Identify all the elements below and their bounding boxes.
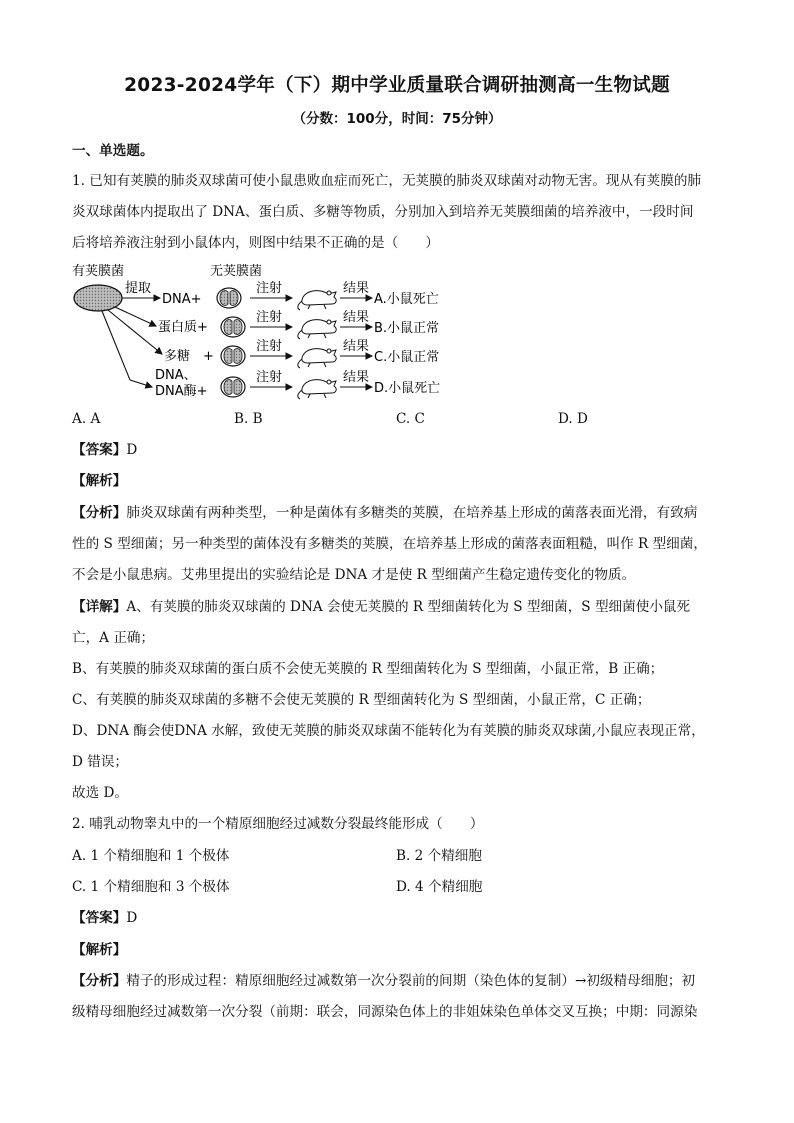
answer-value: D [126,910,138,926]
fenxi-label: 【分析】 [72,505,127,521]
q1-xiangjie-line2: 亡，A 正确； [72,630,155,646]
extract-label: 提取 [125,281,152,296]
q2-option-d: D. 4 个精细胞 [396,879,483,895]
mouse-icon [298,320,336,339]
q1-experiment-figure [70,260,470,404]
result-label-b: 结果 [343,310,370,325]
mouse-icon [298,291,336,310]
inject-label-b: 注射 [256,310,283,325]
branch-arrows [102,298,162,387]
analysis-label: 【解析】 [72,942,127,958]
q1-xiangjie-line4: C、有荚膜的肺炎双球菌的多糖不会使无荚膜的 R 型细菌转化为 S 型细菌，小鼠正常，C 正确； [72,692,651,708]
substance-d-line2: DNA酶+ [155,384,208,399]
fenxi-label: 【分析】 [72,973,127,989]
result-b: B.小鼠正常 [374,321,440,336]
q1-analysis-heading [72,471,724,491]
inject-label-c: 注射 [256,339,283,354]
xiangjie-text: A、有荚膜的肺炎双球菌的 DNA 会使无荚膜的 R 型细菌转化为 S 型细菌，S 型细菌使小鼠死 [126,599,691,615]
q2-answer [72,908,724,928]
result-c: C.小鼠正常 [374,350,440,365]
q1-option-c: C. C [396,411,425,427]
q2-fenxi-line1 [72,971,724,991]
mouse-icon [298,349,336,368]
q1-option-a: A. A [72,411,101,427]
q2-option-c: C. 1 个精细胞和 3 个极体 [72,879,230,895]
q1-fenxi-line3: 不会是小鼠患病。艾弗里提出的实验结论是 DNA 才是使 R 型细菌产生稳定遗传变化的物质。 [72,567,636,583]
q1-conclusion: 故选 D。 [72,785,129,801]
page-title: 2023-2024学年（下）期中学业质量联合调研抽测高一生物试题 [124,75,670,96]
q1-xiangjie-line3: B、有荚膜的肺炎双球菌的蛋白质不会使无荚膜的 R 型细菌转化为 S 型细菌，小鼠正常，B 正确； [72,661,664,677]
page-subtitle: （分数：100分，时间：75分钟） [292,111,502,127]
q1-stem-line2: 炎双球菌体内提取出了 DNA、蛋白质、多糖等物质，分别加入到培养无荚膜细菌的培养液中，一段时间 [72,204,694,220]
q1-answer [72,440,724,460]
q1-xiangjie-line1 [72,597,724,617]
q1-stem-line3: 后将培养液注射到小鼠体内，则图中结果不正确的是（ ） [72,235,440,251]
mouse-icon [298,380,336,399]
substance-d-line1: DNA、 [155,368,197,383]
q1-option-d: D. D [558,411,588,427]
q2-option-a: A. 1 个精细胞和 1 个极体 [72,848,230,864]
substance-c: 多糖 + [164,349,214,364]
result-label-d: 结果 [343,370,370,385]
label-capsule-bacteria: 有荚膜菌 [72,264,125,279]
fenxi-text: 肺炎双球菌有两种类型，一种是菌体有多糖类的荚膜，在培养基上形成的菌落表面光滑，有致病 [126,505,698,521]
q1-fenxi-line2: 性的 S 型细菌；另一种类型的菌体没有多糖类的荚膜，在培养基上形成的菌落表面粗糙，叫作 R 型细菌， [72,536,707,552]
label-no-capsule-bacteria: 无荚膜菌 [210,264,263,279]
inject-label-d: 注射 [256,370,283,385]
q1-xiangjie-line5: D、DNA 酶会使DNA 水解，致使无荚膜的肺炎双球菌不能转化为有荚膜的肺炎双球菌,小鼠应表现正常， [72,723,705,739]
q1-stem-line1: 1. 已知有荚膜的肺炎双球菌可使小鼠患败血症而死亡，无荚膜的肺炎双球菌对动物无害。现从有荚膜的肺 [72,173,702,189]
result-label-a: 结果 [343,281,370,296]
result-label-c: 结果 [343,339,370,354]
q1-option-b: B. B [234,411,263,427]
q2-analysis-heading [72,940,724,960]
xiangjie-label: 【详解】 [72,599,127,615]
result-d: D.小鼠死亡 [374,381,441,396]
substance-a: DNA+ [162,292,202,307]
capsule-bacteria-shape [74,285,122,311]
result-a: A.小鼠死亡 [374,292,439,307]
answer-label: 【答案】 [72,442,127,458]
fenxi-text: 精子的形成过程：精原细胞经过减数第一次分裂前的间期（染色体的复制）→初级精母细胞；初 [126,973,696,989]
answer-label: 【答案】 [72,910,127,926]
q2-fenxi-line2: 级精母细胞经过减数第一次分裂（前期：联会，同源染色体上的非姐妹染色单体交叉互换；中期：同源染 [72,1004,698,1020]
analysis-label: 【解析】 [72,473,127,489]
section-heading: 一、单选题。 [72,143,154,159]
q1-fenxi-line1 [72,503,724,523]
substance-b: 蛋白质+ [158,320,208,335]
inject-label-a: 注射 [256,281,283,296]
q2-stem: 2. 哺乳动物睾丸中的一个精原细胞经过减数分裂最终能形成（ ） [72,816,484,832]
q1-xiangjie-line6: D 错误； [72,754,129,770]
q2-option-b: B. 2 个精细胞 [396,848,482,864]
answer-value: D [126,442,138,458]
